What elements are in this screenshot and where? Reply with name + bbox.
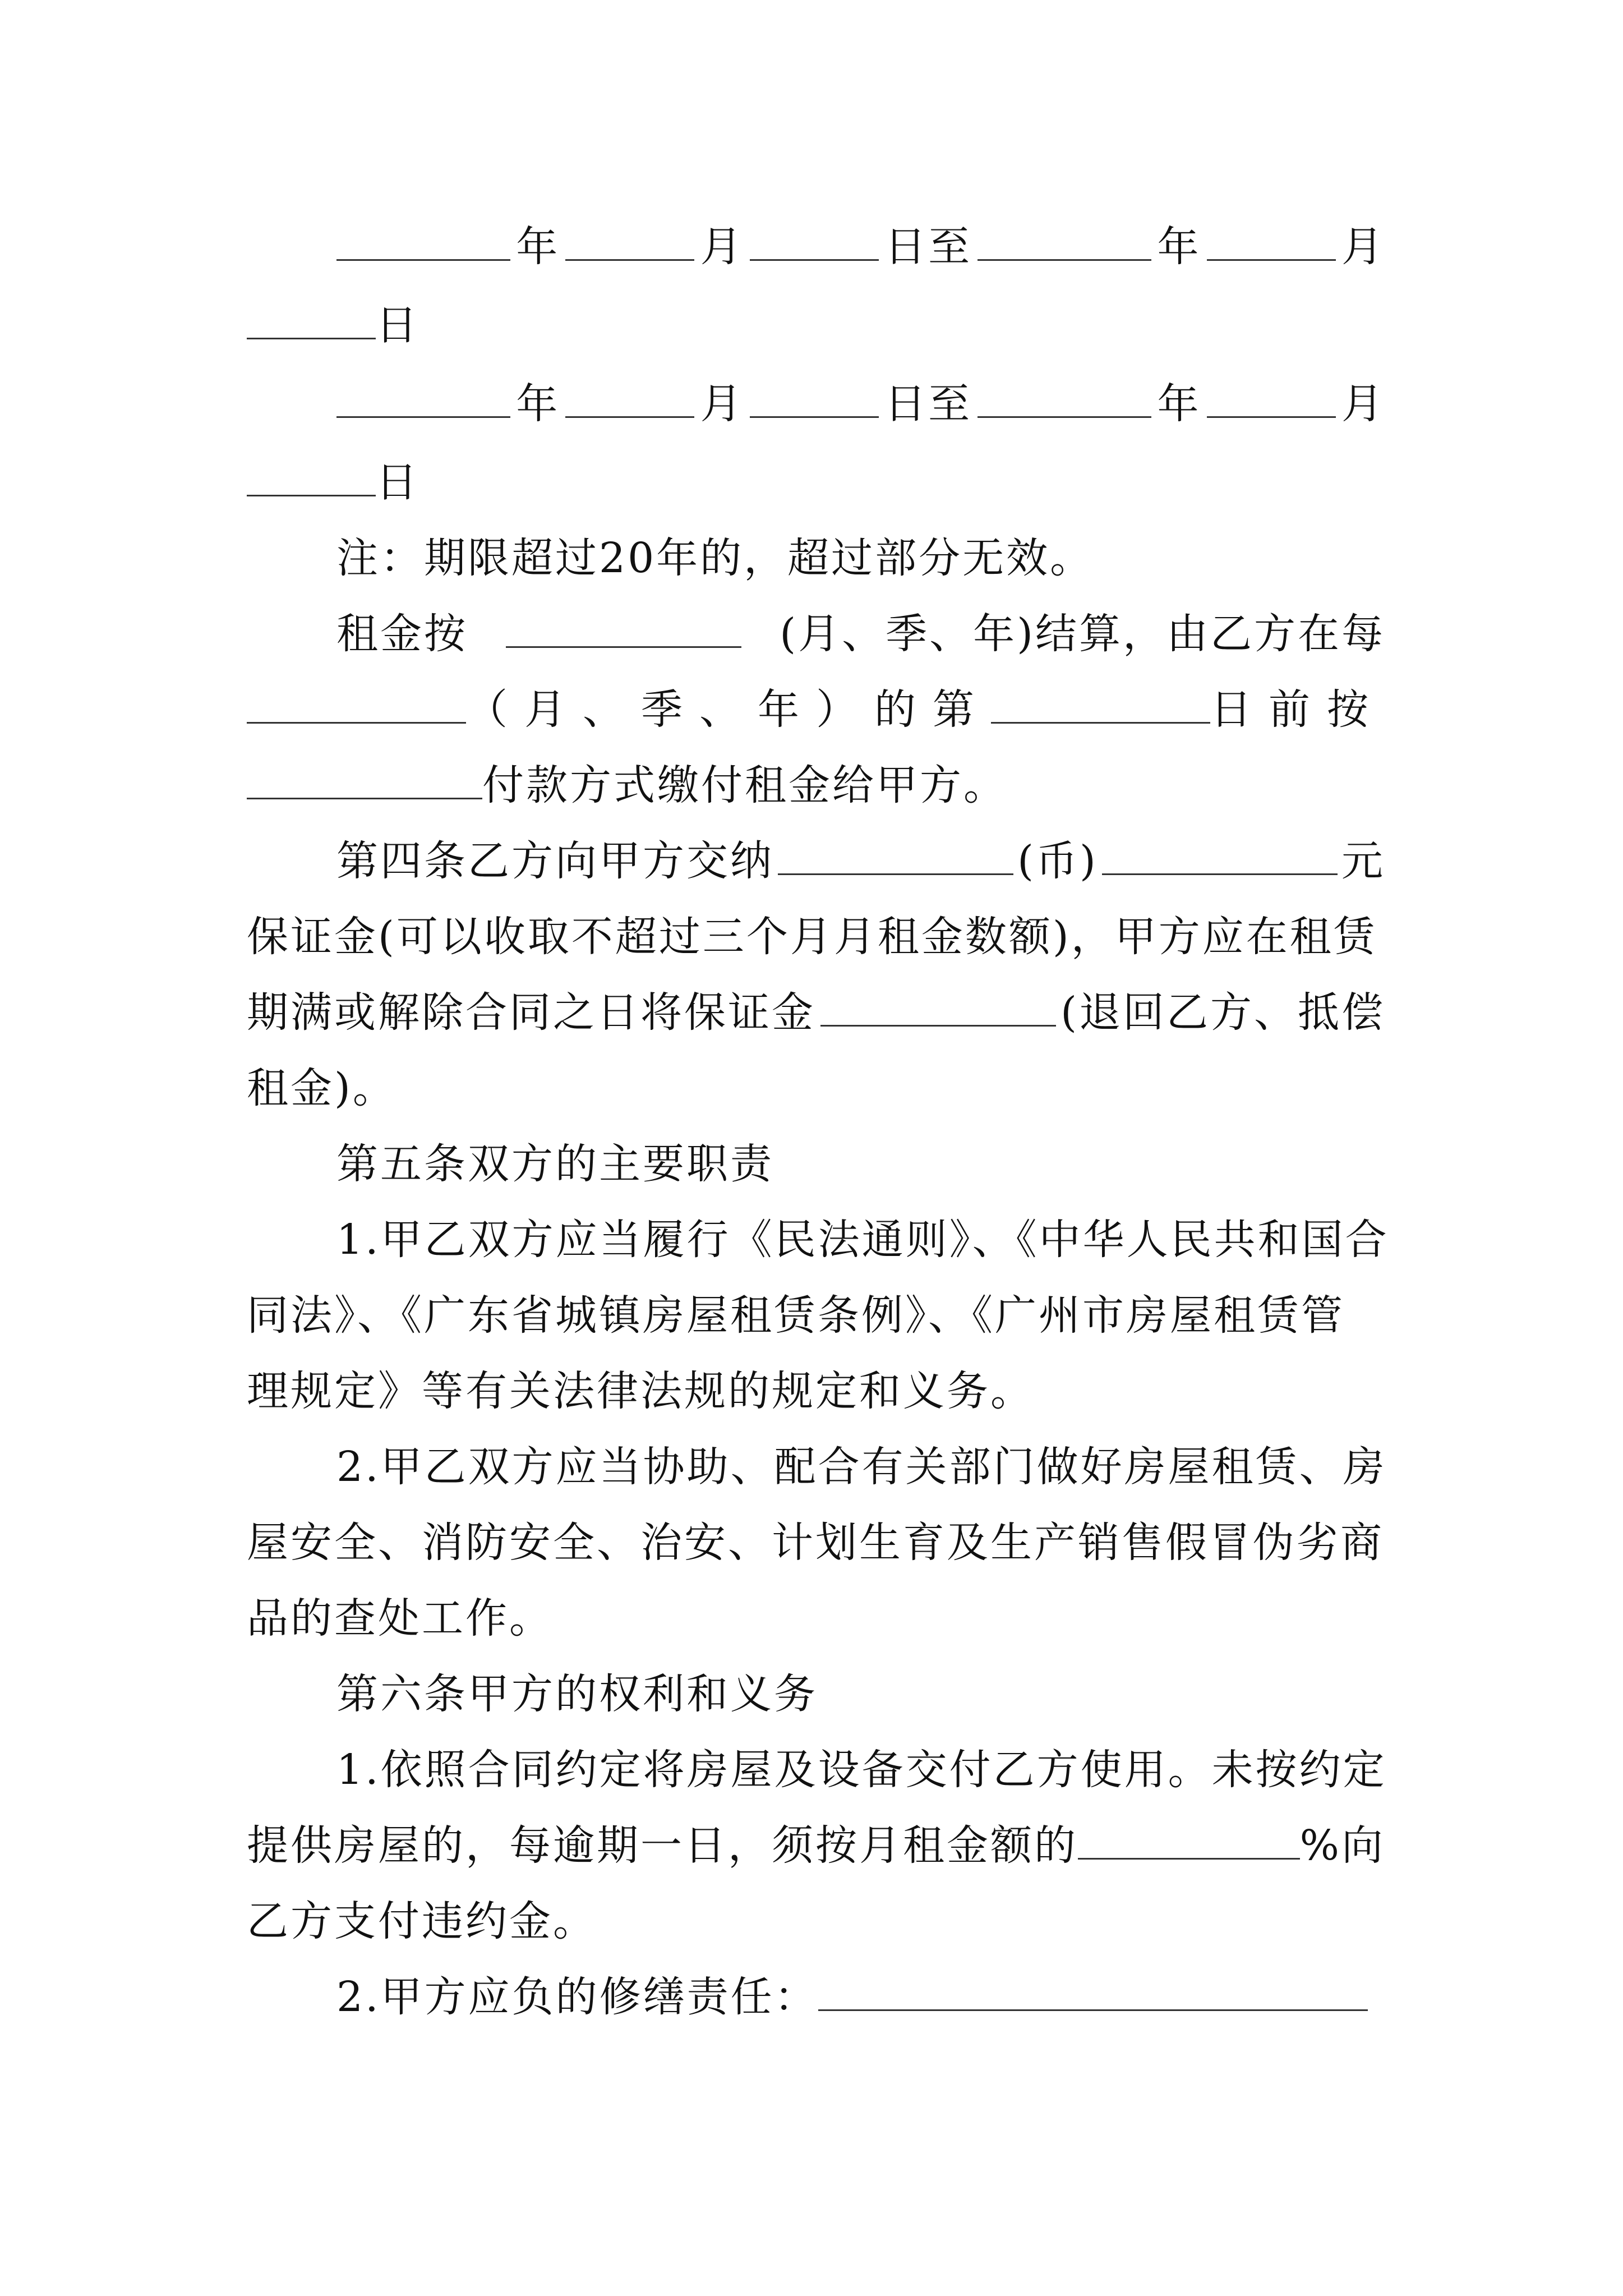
date-range-line-2-end bbox=[247, 443, 1385, 522]
currency-label: (币) bbox=[1017, 837, 1098, 885]
day-to-label: 日至 bbox=[884, 380, 972, 428]
article-5-item-1-line-3: 理规定》等有关法律法规的规定和义务。 bbox=[247, 1367, 1034, 1415]
date-range-line-1-end bbox=[247, 286, 1385, 365]
article-6-item-1-line-2 bbox=[247, 1806, 1385, 1885]
rent-text: 付款方式缴付租金给甲方。 bbox=[482, 761, 1007, 809]
blank-field[interactable] bbox=[247, 696, 466, 724]
day-label: 日 bbox=[376, 301, 419, 349]
rent-label: 租金按 bbox=[336, 610, 468, 658]
percent-label: %向 bbox=[1299, 1821, 1385, 1870]
blank-field[interactable] bbox=[978, 233, 1151, 261]
blank-field[interactable] bbox=[991, 696, 1210, 724]
blank-field[interactable] bbox=[336, 390, 510, 418]
day-label: 日 bbox=[376, 458, 419, 507]
blank-field[interactable] bbox=[506, 620, 741, 648]
blank-field[interactable] bbox=[978, 390, 1151, 418]
article-6-title: 第六条甲方的权利和义务 bbox=[336, 1670, 818, 1718]
blank-field[interactable] bbox=[336, 233, 510, 261]
year-label: 年 bbox=[516, 223, 560, 271]
article-5-item-1-line-1: 1.甲乙双方应当履行《民法通则》、《中华人民共和国合 bbox=[336, 1216, 1389, 1264]
article-4-text: 第四条乙方向甲方交纳 bbox=[336, 837, 774, 885]
rent-text: （月、季、年）的第 bbox=[466, 685, 991, 734]
term-note: 注：期限超过20年的，超过部分无效。 bbox=[336, 534, 1094, 582]
article-5-item-1-line-2: 同法》、《广东省城镇房屋租赁条例》、《广州市房屋租赁管 bbox=[247, 1291, 1345, 1340]
article-6-item-1-line-3: 乙方支付违约金。 bbox=[247, 1897, 597, 1945]
blank-field[interactable] bbox=[778, 848, 1013, 875]
repair-duty-label: 2.甲方应负的修缮责任： bbox=[336, 1973, 818, 2021]
year-label: 年 bbox=[1157, 380, 1201, 428]
blank-field[interactable] bbox=[750, 233, 879, 261]
article-5-title: 第五条双方的主要职责 bbox=[336, 1140, 774, 1188]
blank-field[interactable] bbox=[565, 233, 694, 261]
article-6-item-1-line-1: 1.依照合同约定将房屋及设备交付乙方使用。未按约定 bbox=[336, 1746, 1387, 1794]
blank-field[interactable] bbox=[247, 772, 482, 799]
blank-field[interactable] bbox=[247, 469, 376, 496]
month-label: 月 bbox=[1341, 223, 1385, 271]
article-4-line-2: 保证金(可以收取不超过三个月月租金数额)，甲方应在租赁 bbox=[247, 913, 1377, 961]
article-4-line-4: 租金)。 bbox=[247, 1064, 396, 1112]
rent-line-1 bbox=[336, 595, 1385, 673]
rent-line-3 bbox=[247, 746, 1385, 825]
month-label: 月 bbox=[1341, 380, 1385, 428]
month-label: 月 bbox=[700, 223, 744, 271]
article-5-item-2-line-1: 2.甲乙双方应当协助、配合有关部门做好房屋租赁、房 bbox=[336, 1443, 1387, 1491]
article-4-text: 期满或解除合同之日将保证金 bbox=[247, 988, 815, 1037]
article-4-line-3 bbox=[247, 973, 1385, 1052]
yuan-label: 元 bbox=[1341, 837, 1385, 885]
blank-field[interactable] bbox=[1207, 233, 1336, 261]
article-6-item-2 bbox=[336, 1958, 1385, 2036]
blank-field[interactable] bbox=[565, 390, 694, 418]
blank-field[interactable] bbox=[1207, 390, 1336, 418]
date-range-line-2 bbox=[336, 365, 1385, 443]
article-4-line-1 bbox=[336, 822, 1385, 900]
rent-text: (月、季、年)结算，由乙方在每 bbox=[780, 610, 1385, 658]
rent-line-2 bbox=[247, 670, 1385, 749]
day-to-label: 日至 bbox=[884, 223, 972, 271]
article-4-text: (退回乙方、抵偿 bbox=[1061, 988, 1385, 1037]
blank-field[interactable] bbox=[1102, 848, 1338, 875]
blank-field[interactable] bbox=[820, 999, 1056, 1027]
year-label: 年 bbox=[516, 380, 560, 428]
article-6-text: 提供房屋的，每逾期一日，须按月租金额的 bbox=[247, 1821, 1078, 1870]
blank-field[interactable] bbox=[247, 312, 376, 339]
article-5-item-2-line-2: 屋安全、消防安全、治安、计划生育及生产销售假冒伪劣商 bbox=[247, 1519, 1384, 1567]
year-label: 年 bbox=[1157, 223, 1201, 271]
blank-field[interactable] bbox=[1078, 1832, 1300, 1860]
month-label: 月 bbox=[700, 380, 744, 428]
rent-text: 日前按 bbox=[1210, 685, 1385, 734]
date-range-line-1 bbox=[336, 208, 1385, 286]
blank-field[interactable] bbox=[750, 390, 879, 418]
article-5-item-2-line-3: 品的查处工作。 bbox=[247, 1594, 553, 1642]
blank-field[interactable] bbox=[818, 1984, 1368, 2011]
